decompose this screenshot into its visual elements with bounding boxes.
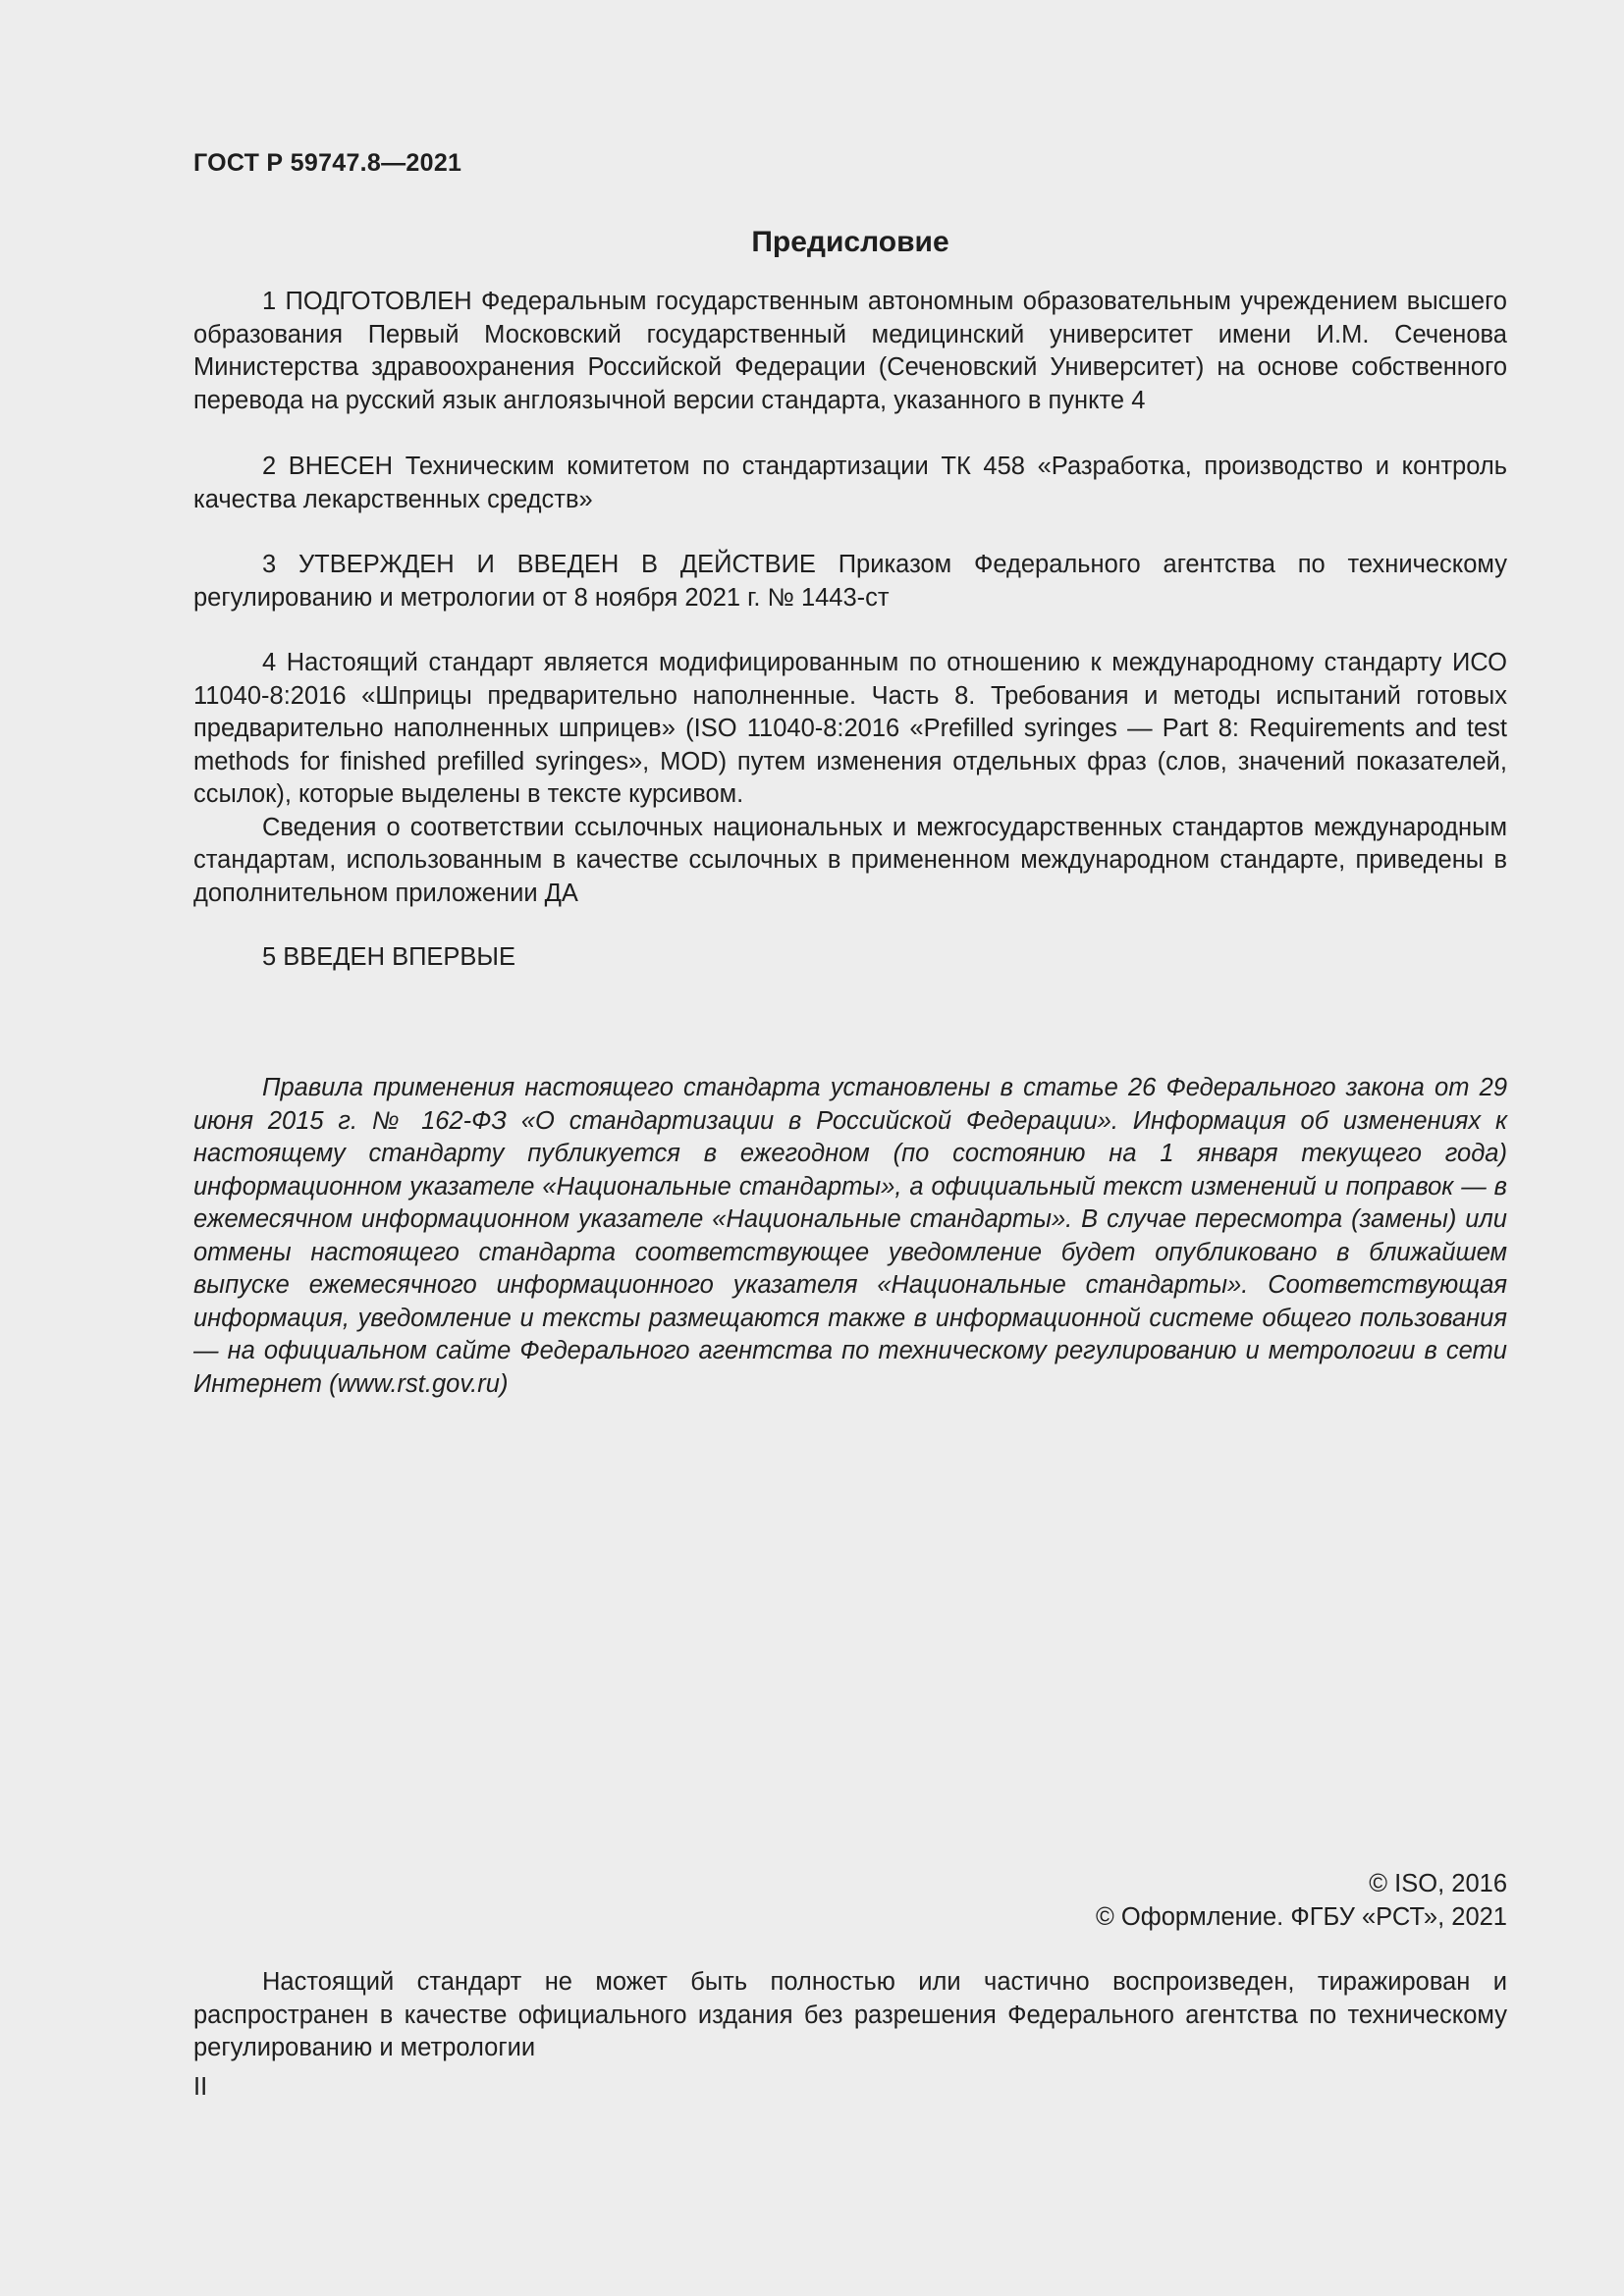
foreword-item-5-text: 5 ВВЕДЕН ВПЕРВЫЕ bbox=[262, 943, 516, 971]
foreword-item-2-text: 2 ВНЕСЕН Техническим комитетом по стандартизации ТК 458 «Разработка, производство и контроль качества лекарственных средств» bbox=[193, 453, 1507, 513]
copyright-block bbox=[193, 1868, 1507, 1934]
foreword-item-4 bbox=[193, 647, 1507, 910]
copyright-design: © Оформление. ФГБУ «РСТ», 2021 bbox=[1096, 1902, 1507, 1931]
application-rules-text: Правила применения настоящего стандарта установлены в статье 26 Федерального закона от 29 июня 2015 г. № 162-ФЗ «О стандартизации в Российской Федерации». Информация об изменениях к настоящему стандарту публикуется в ежегодном (по состоянию на 1 января текущего года) информационном указателе «Национальные стандарты», а официальный текст изменений и поправок — в ежемесячном информационном указателе «Национальные стандарты». В случае пересмотра (замены) или отмены настоящего стандарта соответствующее уведомление будет опубликовано в ближайшем выпуске ежемесячного информационного указателя «Национальные стандарты». Соответствующая информация, уведомление и тексты размещаются также в информационной системе общего пользования — на официальном сайте Федерального агентства по техническому регулированию и метрологии в сети Интернет (www.rst.gov.ru) bbox=[193, 1074, 1507, 1398]
foreword-item-1 bbox=[193, 286, 1507, 417]
foreword-item-5 bbox=[193, 941, 1507, 975]
page-title: Предисловие bbox=[751, 226, 949, 258]
foreword-item-2 bbox=[193, 451, 1507, 516]
page-number: II bbox=[193, 2073, 208, 2101]
foreword-item-3-text: 3 УТВЕРЖДЕН И ВВЕДЕН В ДЕЙСТВИЕ Приказом Федерального агентства по техническому регулированию и метрологии от 8 ноября 2021 г. № 1443-ст bbox=[193, 551, 1507, 612]
foreword-item-4-references: Сведения о соответствии ссылочных национальных и межгосударственных стандартов международным стандартам, использованным в качестве ссылочных в примененном международном стандарте, приведены в дополнительном приложении ДА bbox=[193, 813, 1507, 907]
application-rules-notice bbox=[193, 1072, 1507, 1401]
standard-code: ГОСТ Р 59747.8—2021 bbox=[193, 149, 462, 177]
foreword-item-4-text: 4 Настоящий стандарт является модифицированным по отношению к международному стандарту ИСО 11040-8:2016 «Шприцы предварительно наполненные. Часть 8. Требования и методы испытаний готовых предварительно наполненных шприцев» (ISO 11040-8:2016 «Prefilled syringes — Part 8: Requirements and test methods for finished prefilled syringes», MOD) путем изменения отдельных фраз (слов, значений показателей, ссылок), которые выделены в тексте курсивом. bbox=[193, 649, 1507, 808]
copyright-iso: © ISO, 2016 bbox=[1369, 1870, 1507, 1897]
foreword-item-1-text: 1 ПОДГОТОВЛЕН Федеральным государственным автономным образовательным учреждением высшего образования Первый Московский государственный медицинский университет имени И.М. Сеченова Министерства здравоохранения Российской Федерации (Сеченовский Университет) на основе собственного перевода на русский язык англоязычной версии стандарта, указанного в пункте 4 bbox=[193, 288, 1507, 414]
reproduction-notice bbox=[193, 1966, 1507, 2065]
reproduction-notice-text: Настоящий стандарт не может быть полностью или частично воспроизведен, тиражирован и распространен в качестве официального издания без разрешения Федерального агентства по техническому регулированию и метрологии bbox=[193, 1968, 1507, 2061]
foreword-item-3 bbox=[193, 549, 1507, 614]
